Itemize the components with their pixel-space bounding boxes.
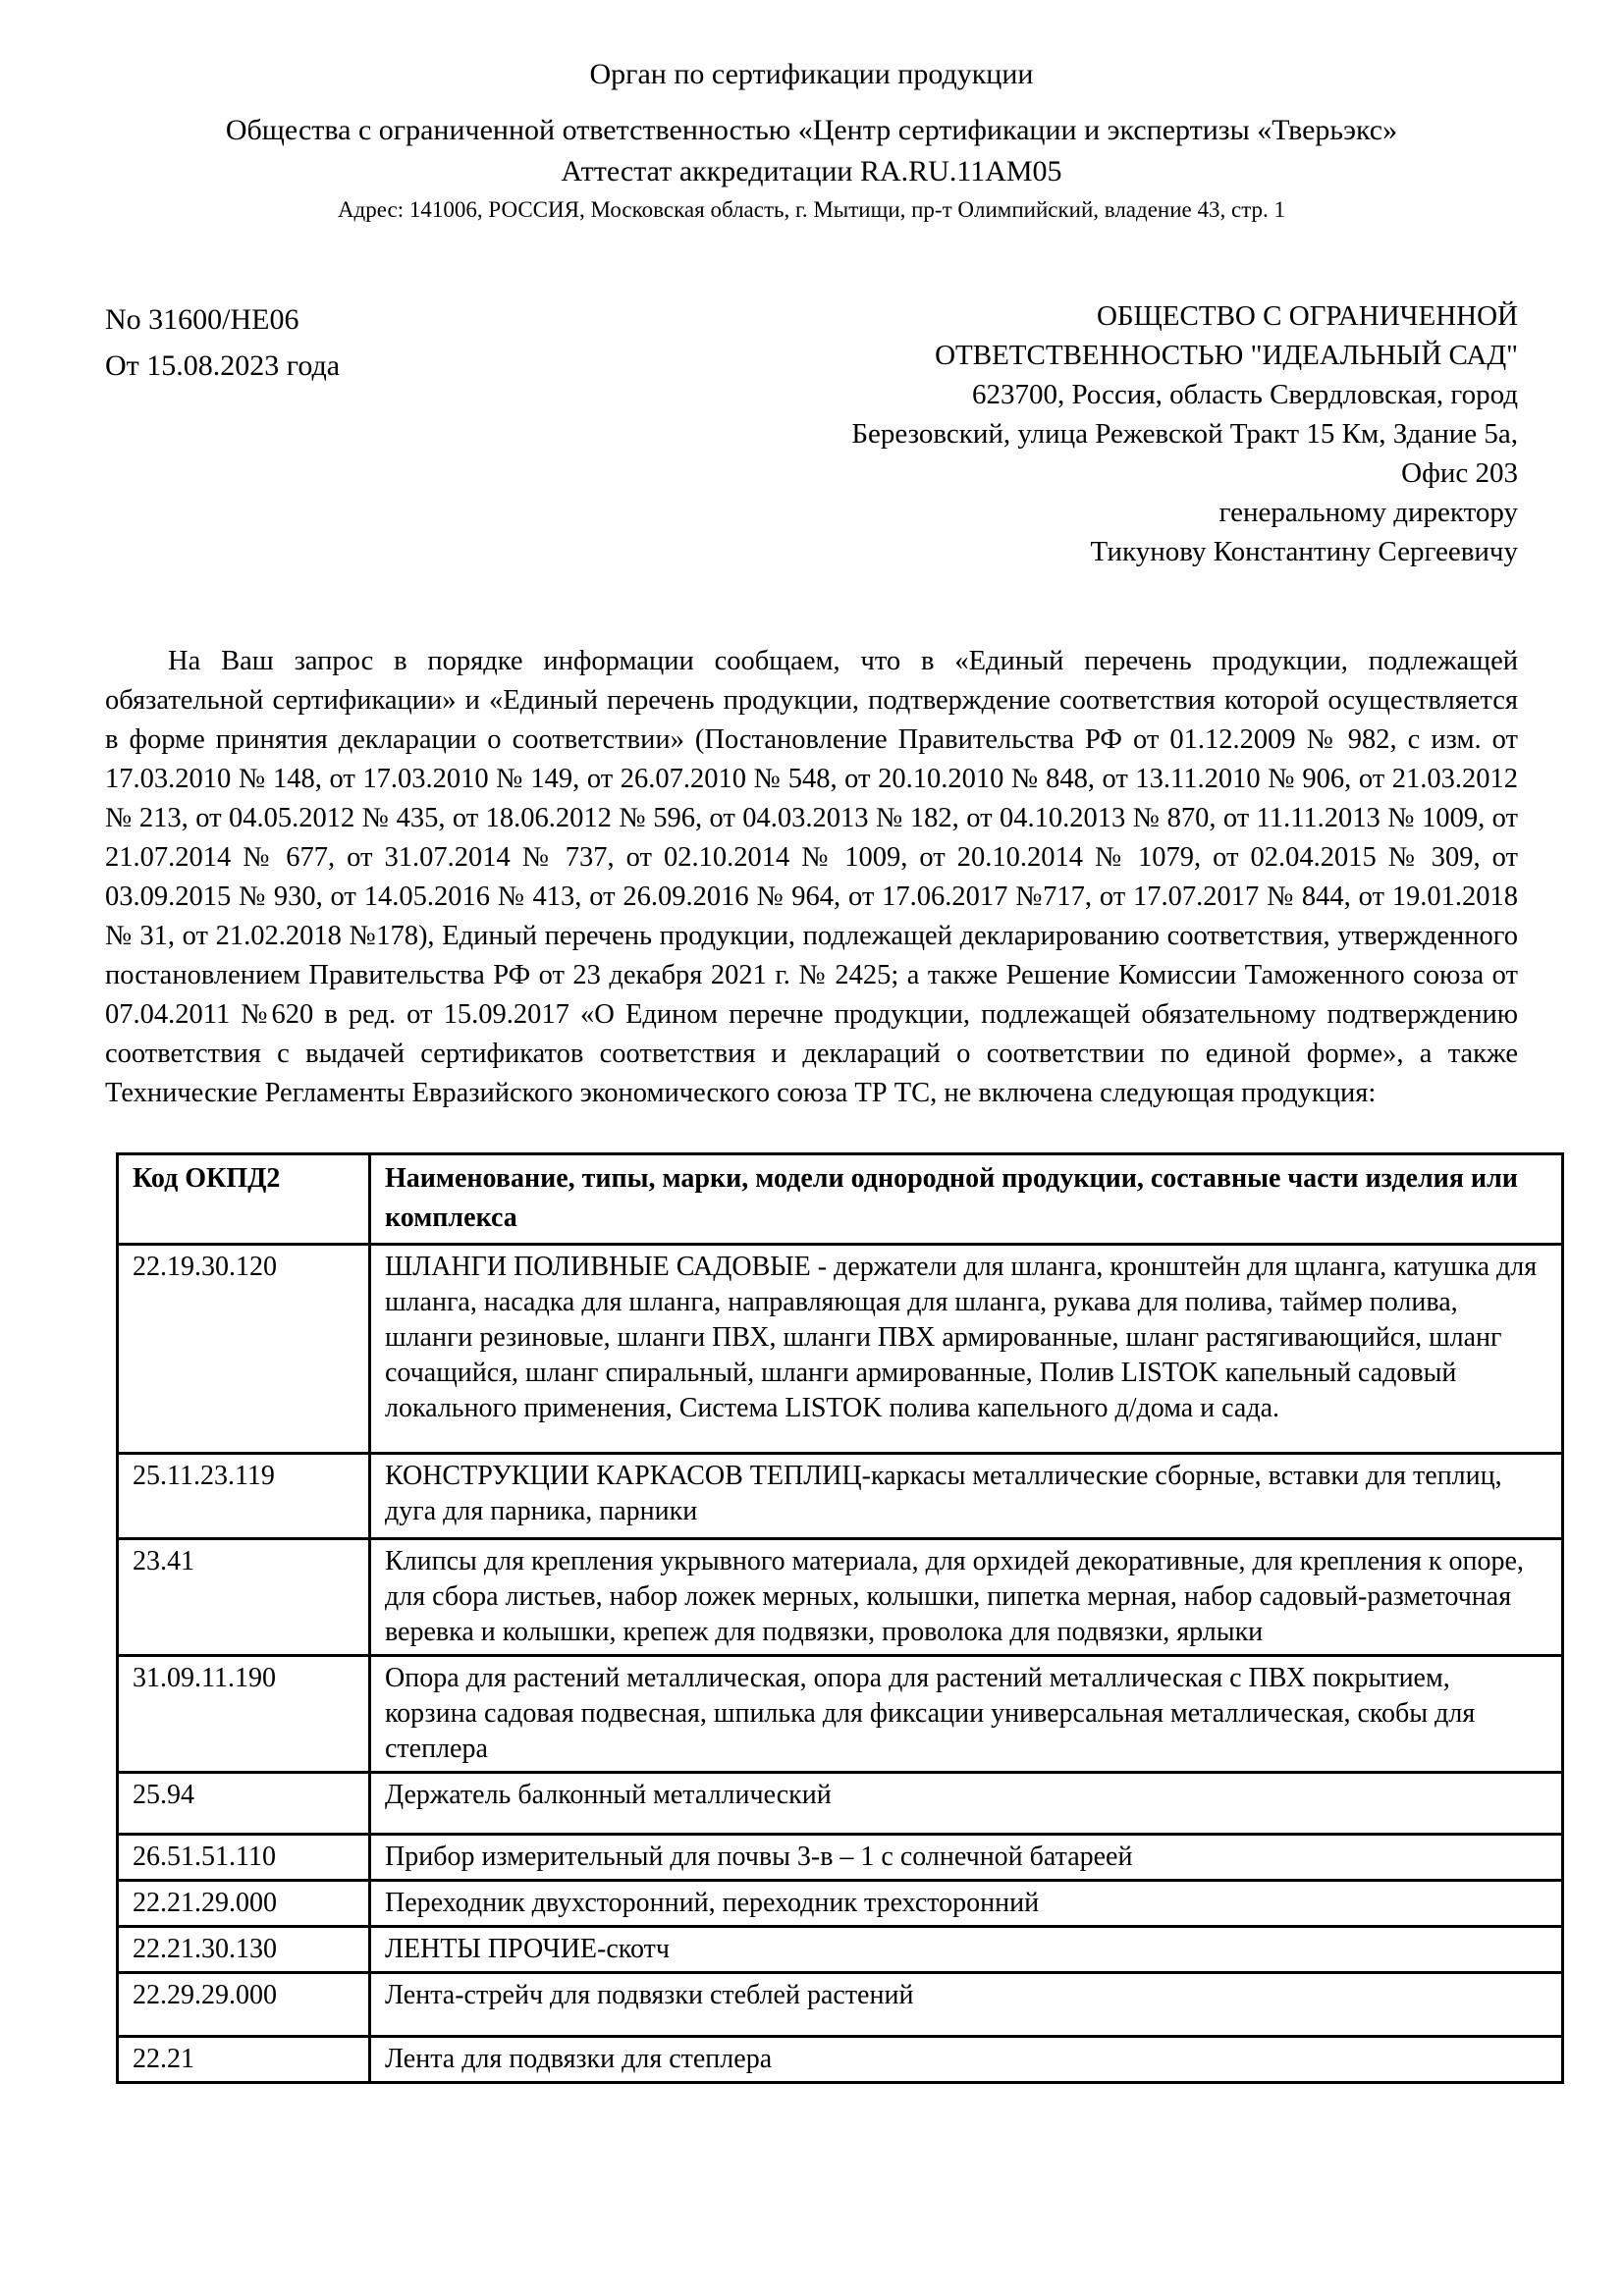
okpd2-code-cell: 23.41 bbox=[118, 1539, 370, 1656]
table-row bbox=[118, 1656, 1563, 1773]
recipient-line: ОТВЕТСТВЕННОСТЬЮ "ИДЕАЛЬНЫЙ САД" bbox=[935, 340, 1518, 371]
recipient-line: ОБЩЕСТВО С ОГРАНИЧЕННОЙ bbox=[1096, 300, 1518, 332]
recipient-line: генеральному директору bbox=[1218, 497, 1518, 528]
product-name-cell: Клипсы для крепления укрывного материала, для орхидей декоративные, для крепления к опоре, для сбора листьев, набор ложек мерных, колышки, пипетка мерная, набор садовый-разметочная веревка и колышки, крепеж для подвязки, проволока для подвязки, ярлыки bbox=[370, 1539, 1563, 1656]
letter-number: No 31600/НЕ06 bbox=[105, 303, 299, 336]
okpd2-code-cell: 25.11.23.119 bbox=[118, 1454, 370, 1539]
recipient-line: Березовский, улица Режевской Тракт 15 Км, Здание 5а, bbox=[851, 418, 1518, 450]
certification-body-name: Общества с ограниченной ответственностью «Центр сертификации и экспертизы «Тверьэкс» bbox=[225, 114, 1398, 146]
product-name-cell: ЛЕНТЫ ПРОЧИЕ-скотч bbox=[370, 1927, 1563, 1973]
letterhead bbox=[105, 55, 1518, 226]
product-name-cell: ШЛАНГИ ПОЛИВНЫЕ САДОВЫЕ - держатели для шланга, кронштейн для щланга, катушка для шланга, насадка для шланга, направляющая для шланга, рукава для полива, таймер полива, шланги резиновые, шланги ПВХ, шланги ПВХ армированные, шланг растягивающийся, шланг сочащийся, шланг спиральный, шланги армированные, Полив LISTOK капельный садовый локального применения, Система LISTOK полива капельного д/дома и сада. bbox=[370, 1245, 1563, 1454]
okpd2-code-cell: 31.09.11.190 bbox=[118, 1656, 370, 1773]
product-table-head bbox=[118, 1154, 1563, 1245]
okpd2-code-cell: 22.29.29.000 bbox=[118, 1973, 370, 2037]
product-name-cell: Лента-стрейч для подвязки стеблей растений bbox=[370, 1973, 1563, 2037]
table-row bbox=[118, 1454, 1563, 1539]
recipient-line: Тикунову Константину Сергеевичу bbox=[1090, 536, 1518, 567]
okpd2-code-cell: 25.94 bbox=[118, 1773, 370, 1835]
header-product-name: Наименование, типы, марки, модели однородной продукции, составные части изделия или комплекса bbox=[370, 1154, 1563, 1245]
okpd2-code-cell: 22.19.30.120 bbox=[118, 1245, 370, 1454]
table-row bbox=[118, 1973, 1563, 2037]
certification-body-title: Орган по сертификации продукции bbox=[589, 58, 1034, 90]
reference-recipient-row bbox=[105, 296, 1518, 571]
recipient-block bbox=[517, 296, 1518, 571]
product-name-cell: Лента для подвязки для степлера bbox=[370, 2037, 1563, 2083]
product-name-cell: Переходник двухсторонний, переходник трехсторонний bbox=[370, 1881, 1563, 1927]
certification-body-address: Адрес: 141006, РОССИЯ, Московская область, г. Мытищи, пр-т Олимпийский, владение 43, стр. 1 bbox=[337, 197, 1286, 222]
accreditation-certificate: Аттестат аккредитации RA.RU.11АМ05 bbox=[561, 155, 1062, 187]
product-name-cell: Опора для растений металлическая, опора для растений металлическая с ПВХ покрытием, корзина садовая подвесная, шпилька для фиксации универсальная металлическая, скобы для степлера bbox=[370, 1656, 1563, 1773]
letter-date: От 15.08.2023 года bbox=[105, 349, 341, 382]
recipient-line: 623700, Россия, область Свердловская, город bbox=[971, 379, 1518, 410]
product-table bbox=[116, 1152, 1564, 2084]
table-row bbox=[118, 1881, 1563, 1927]
product-table-body bbox=[118, 1245, 1563, 2083]
okpd2-code-cell: 26.51.51.110 bbox=[118, 1835, 370, 1881]
table-row bbox=[118, 1773, 1563, 1835]
product-name-cell: Прибор измерительный для почвы 3-в – 1 с солнечной батареей bbox=[370, 1835, 1563, 1881]
letter-body-paragraph: На Ваш запрос в порядке информации сообщаем, что в «Единый перечень продукции, подлежащей обязательной сертификации» и «Единый перечень продукции, подтверждение соответствия которой осуществляется в форме принятия декларации о соответствии» (Постановление Правительства РФ от 01.12.2009 № 982, с изм. от 17.03.2010 № 148, от 17.03.2010 № 149, от 26.07.2010 № 548, от 20.10.2010 № 848, от 13.11.2010 № 906, от 21.03.2012 № 213, от 04.05.2012 № 435, от 18.06.2012 № 596, от 04.03.2013 № 182, от 04.10.2013 № 870, от 11.11.2013 № 1009, от 21.07.2014 № 677, от 31.07.2014 № 737, от 02.10.2014 № 1009, от 20.10.2014 № 1079, от 02.04.2015 № 309, от 03.09.2015 № 930, от 14.05.2016 № 413, от 26.09.2016 № 964, от 17.06.2017 №717, от 17.07.2017 № 844, от 19.01.2018 № 31, от 21.02.2018 №178), Единый перечень продукции, подлежащей декларированию соответствия, утвержденного постановлением Правительства РФ от 23 декабря 2021 г. № 2425; а также Решение Комиссии Таможенного союза от 07.04.2011 №620 в ред. от 15.09.2017 «О Едином перечне продукции, подлежащей обязательному подтверждению соответствия с выдачей сертификатов соответствия и деклараций о соответствии по единой форме», а также Технические Регламенты Евразийского экономического союза ТР ТС, не включена следующая продукция: bbox=[105, 646, 1518, 1108]
product-name-cell: Держатель балконный металлический bbox=[370, 1773, 1563, 1835]
reference-block bbox=[105, 296, 517, 571]
table-header-row bbox=[118, 1154, 1563, 1245]
table-row bbox=[118, 1539, 1563, 1656]
okpd2-code-cell: 22.21 bbox=[118, 2037, 370, 2083]
recipient-line: Офис 203 bbox=[1401, 457, 1518, 489]
header-okpd2-code: Код ОКПД2 bbox=[118, 1154, 370, 1245]
table-row bbox=[118, 2037, 1563, 2083]
okpd2-code-cell: 22.21.30.130 bbox=[118, 1927, 370, 1973]
table-row bbox=[118, 1835, 1563, 1881]
table-row bbox=[118, 1927, 1563, 1973]
table-row bbox=[118, 1245, 1563, 1454]
product-name-cell: КОНСТРУКЦИИ КАРКАСОВ ТЕПЛИЦ-каркасы металлические сборные, вставки для теплиц, дуга для парника, парники bbox=[370, 1454, 1563, 1539]
okpd2-code-cell: 22.21.29.000 bbox=[118, 1881, 370, 1927]
